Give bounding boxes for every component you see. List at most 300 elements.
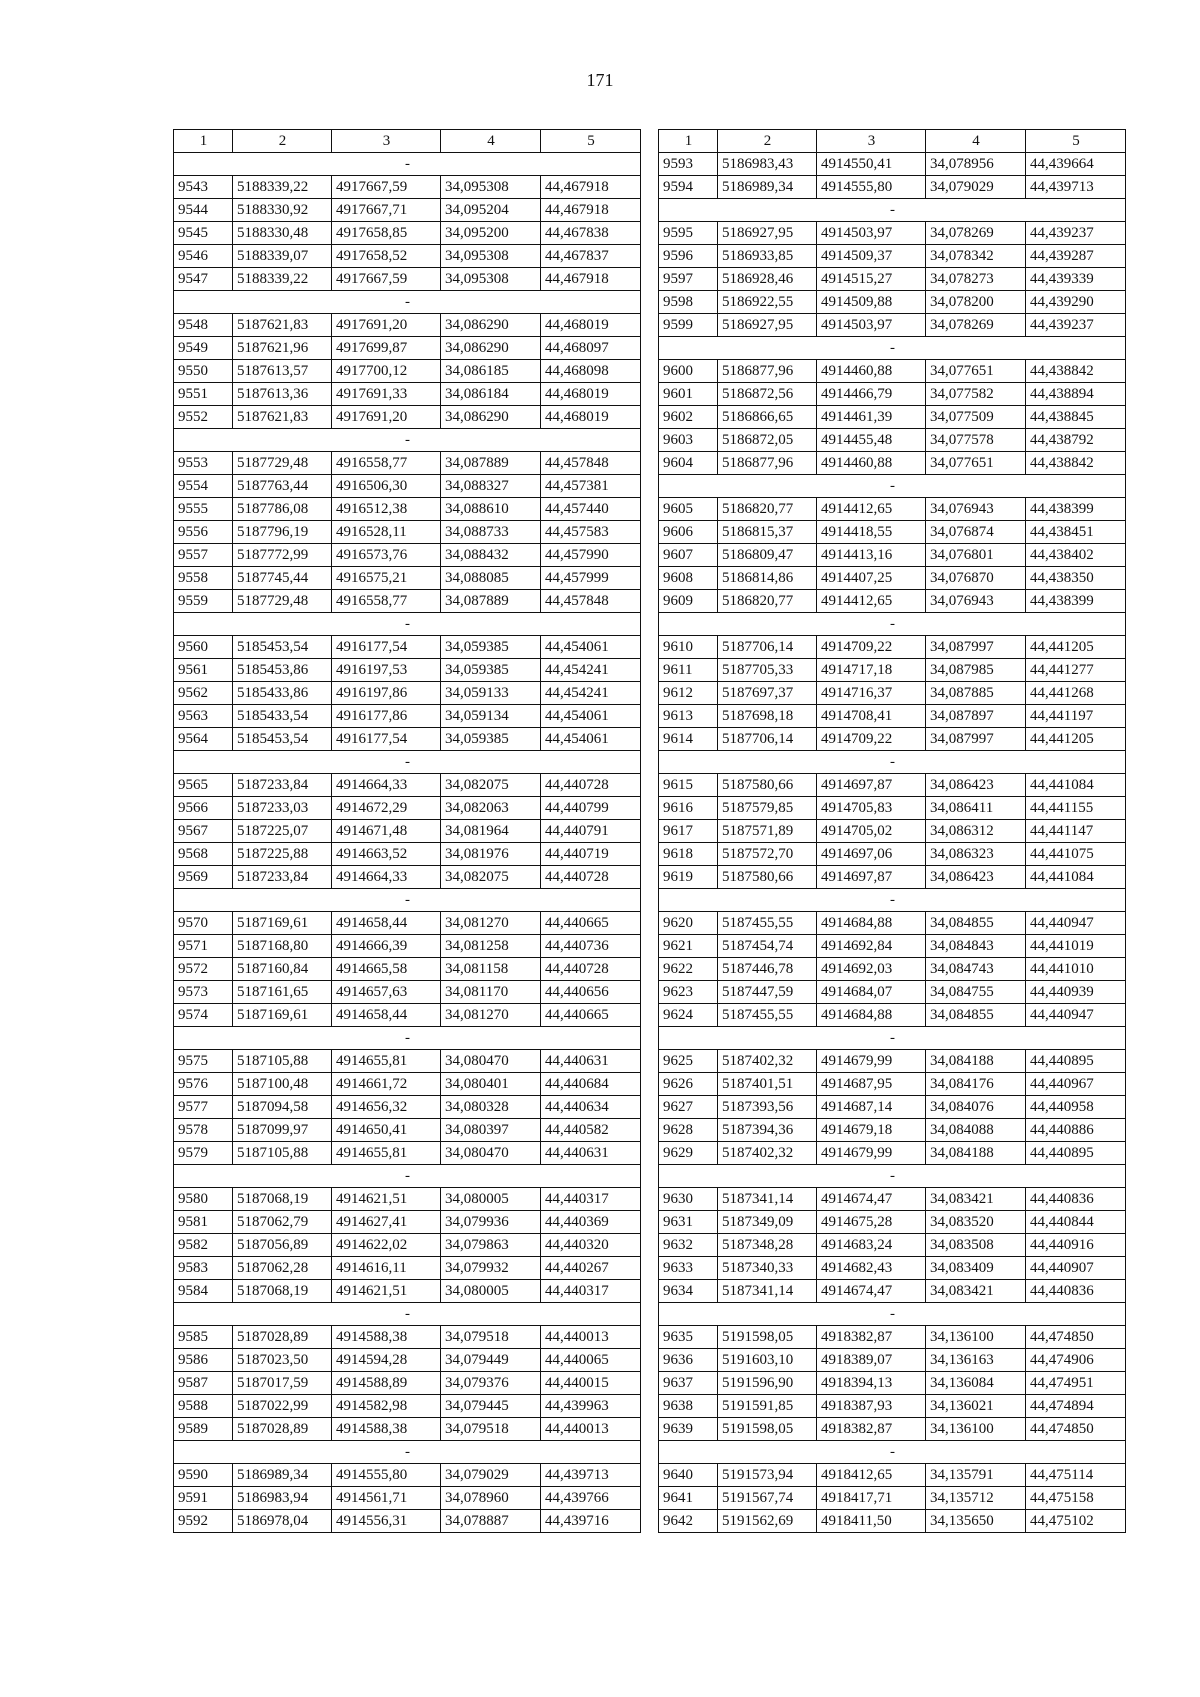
table-cell-col-1: 9592 (174, 1510, 233, 1533)
table-cell-col-2: 5187169,61 (233, 912, 332, 935)
table-row (659, 682, 1126, 705)
table-row (659, 544, 1126, 567)
table-cell-col-1: 9566 (174, 797, 233, 820)
table-cell-col-2: 5186989,34 (233, 1464, 332, 1487)
table-row (174, 590, 641, 613)
table-cell-col-1: 9551 (174, 383, 233, 406)
table-cell-col-4: 34,087997 (926, 728, 1026, 751)
table-row (659, 360, 1126, 383)
table-cell-col-5: 44,440728 (541, 866, 641, 889)
table-cell-col-1: 9632 (659, 1234, 718, 1257)
table-cell-col-1: 9598 (659, 291, 718, 314)
table-row (174, 1510, 641, 1533)
table-cell-col-2: 5187772,99 (233, 544, 332, 567)
separator-cell: - (659, 337, 1126, 360)
table-cell-col-4: 34,080328 (441, 1096, 541, 1119)
table-cell-col-2: 5187698,18 (718, 705, 817, 728)
table-row (174, 1418, 641, 1441)
table-cell-col-3: 4914661,72 (332, 1073, 441, 1096)
table-cell-col-2: 5187621,83 (233, 314, 332, 337)
table-cell-col-4: 34,079376 (441, 1372, 541, 1395)
table-cell-col-3: 4917691,33 (332, 383, 441, 406)
table-cell-col-1: 9605 (659, 498, 718, 521)
table-cell-col-2: 5186815,37 (718, 521, 817, 544)
table-cell-col-3: 4916528,11 (332, 521, 441, 544)
table-body (174, 153, 641, 1533)
separator-cell: - (174, 1027, 641, 1050)
table-cell-col-3: 4914621,51 (332, 1280, 441, 1303)
table-cell-col-3: 4914655,81 (332, 1050, 441, 1073)
table-cell-col-3: 4914697,87 (817, 774, 926, 797)
table-header (659, 130, 1126, 153)
table-cell-col-1: 9637 (659, 1372, 718, 1395)
table-cell-col-1: 9553 (174, 452, 233, 475)
table-cell-col-5: 44,440728 (541, 774, 641, 797)
table-cell-col-2: 5186814,86 (718, 567, 817, 590)
table-cell-col-5: 44,439713 (1026, 176, 1126, 199)
table-cell-col-1: 9619 (659, 866, 718, 889)
table-cell-col-1: 9581 (174, 1211, 233, 1234)
table-cell-col-3: 4914509,88 (817, 291, 926, 314)
table-row (659, 912, 1126, 935)
table-row (659, 1096, 1126, 1119)
table-cell-col-4: 34,136084 (926, 1372, 1026, 1395)
table-cell-col-2: 5187796,19 (233, 521, 332, 544)
separator-row (659, 337, 1126, 360)
table-cell-col-2: 5187023,50 (233, 1349, 332, 1372)
table-cell-col-4: 34,082063 (441, 797, 541, 820)
table-cell-col-5: 44,438350 (1026, 567, 1126, 590)
table-row (174, 958, 641, 981)
table-cell-col-1: 9552 (174, 406, 233, 429)
table-cell-col-5: 44,441268 (1026, 682, 1126, 705)
table-cell-col-5: 44,474850 (1026, 1418, 1126, 1441)
table-cell-col-5: 44,467838 (541, 222, 641, 245)
table-cell-col-4: 34,087997 (926, 636, 1026, 659)
column-header-3: 3 (817, 130, 926, 153)
separator-row (174, 1027, 641, 1050)
table-cell-col-3: 4914697,87 (817, 866, 926, 889)
table-row (174, 682, 641, 705)
table-cell-col-1: 9634 (659, 1280, 718, 1303)
table-cell-col-4: 34,076943 (926, 590, 1026, 613)
table-cell-col-3: 4914582,98 (332, 1395, 441, 1418)
table-cell-col-5: 44,475114 (1026, 1464, 1126, 1487)
table-row (659, 1050, 1126, 1073)
table-cell-col-1: 9593 (659, 153, 718, 176)
table-cell-col-3: 4914679,99 (817, 1050, 926, 1073)
table-cell-col-3: 4914658,44 (332, 1004, 441, 1027)
table-cell-col-1: 9594 (659, 176, 718, 199)
table-cell-col-4: 34,095204 (441, 199, 541, 222)
table-cell-col-1: 9638 (659, 1395, 718, 1418)
column-header-1: 1 (659, 130, 718, 153)
table-cell-col-4: 34,078887 (441, 1510, 541, 1533)
table-cell-col-1: 9609 (659, 590, 718, 613)
table-cell-col-5: 44,440656 (541, 981, 641, 1004)
table-cell-col-3: 4914461,39 (817, 406, 926, 429)
table-row (659, 866, 1126, 889)
table-cell-col-2: 5187446,78 (718, 958, 817, 981)
table-row (659, 1487, 1126, 1510)
table-cell-col-5: 44,438894 (1026, 383, 1126, 406)
table-cell-col-2: 5187763,44 (233, 475, 332, 498)
table-cell-col-1: 9636 (659, 1349, 718, 1372)
table-cell-col-2: 5191598,05 (718, 1326, 817, 1349)
table-cell-col-4: 34,080470 (441, 1050, 541, 1073)
table-cell-col-3: 4914692,03 (817, 958, 926, 981)
table-cell-col-2: 5187022,99 (233, 1395, 332, 1418)
table-cell-col-3: 4914684,88 (817, 912, 926, 935)
table-cell-col-1: 9584 (174, 1280, 233, 1303)
table-row (174, 1119, 641, 1142)
table-cell-col-3: 4916177,54 (332, 636, 441, 659)
table-cell-col-3: 4916197,53 (332, 659, 441, 682)
table-cell-col-3: 4917699,87 (332, 337, 441, 360)
table-cell-col-2: 5187706,14 (718, 636, 817, 659)
separator-row (174, 1441, 641, 1464)
table-cell-col-1: 9572 (174, 958, 233, 981)
table-cell-col-5: 44,438399 (1026, 498, 1126, 521)
table-cell-col-2: 5188339,07 (233, 245, 332, 268)
table-cell-col-2: 5187233,84 (233, 866, 332, 889)
table-row (174, 1073, 641, 1096)
table-cell-col-5: 44,474951 (1026, 1372, 1126, 1395)
table-cell-col-4: 34,088085 (441, 567, 541, 590)
table-row (174, 360, 641, 383)
table-row (659, 1372, 1126, 1395)
table-cell-col-5: 44,457440 (541, 498, 641, 521)
table-cell-col-4: 34,135712 (926, 1487, 1026, 1510)
table-row (174, 1464, 641, 1487)
table-cell-col-1: 9625 (659, 1050, 718, 1073)
table-cell-col-1: 9623 (659, 981, 718, 1004)
table-row (174, 866, 641, 889)
table-cell-col-5: 44,438792 (1026, 429, 1126, 452)
table-cell-col-2: 5187068,19 (233, 1280, 332, 1303)
table-cell-col-4: 34,135791 (926, 1464, 1026, 1487)
table-cell-col-3: 4914466,79 (817, 383, 926, 406)
table-cell-col-4: 34,087889 (441, 590, 541, 613)
separator-cell: - (659, 1165, 1126, 1188)
table-cell-col-5: 44,457381 (541, 475, 641, 498)
table-cell-col-4: 34,087889 (441, 452, 541, 475)
page-number: 171 (586, 70, 614, 90)
table-cell-col-1: 9578 (174, 1119, 233, 1142)
table-cell-col-3: 4914684,88 (817, 1004, 926, 1027)
table-cell-col-1: 9603 (659, 429, 718, 452)
table-row (659, 1234, 1126, 1257)
table-row (174, 521, 641, 544)
table-cell-col-5: 44,440844 (1026, 1211, 1126, 1234)
table-cell-col-5: 44,440684 (541, 1073, 641, 1096)
table-cell-col-2: 5188330,48 (233, 222, 332, 245)
table-cell-col-3: 4914555,80 (332, 1464, 441, 1487)
separator-row (659, 1441, 1126, 1464)
table-cell-col-3: 4917691,20 (332, 406, 441, 429)
table-cell-col-5: 44,441197 (1026, 705, 1126, 728)
table-cell-col-2: 5186877,96 (718, 360, 817, 383)
table-cell-col-1: 9549 (174, 337, 233, 360)
table-cell-col-4: 34,086290 (441, 314, 541, 337)
table-cell-col-3: 4918411,50 (817, 1510, 926, 1533)
table-cell-col-3: 4914412,65 (817, 498, 926, 521)
table-cell-col-3: 4914621,51 (332, 1188, 441, 1211)
table-cell-col-2: 5186927,95 (718, 222, 817, 245)
table-cell-col-1: 9612 (659, 682, 718, 705)
table-cell-col-3: 4914509,37 (817, 245, 926, 268)
table-cell-col-4: 34,079863 (441, 1234, 541, 1257)
table-row (659, 1211, 1126, 1234)
table-row (174, 774, 641, 797)
table-row (659, 176, 1126, 199)
table-row (659, 245, 1126, 268)
table-cell-col-5: 44,441010 (1026, 958, 1126, 981)
table-cell-col-4: 34,087897 (926, 705, 1026, 728)
table-cell-col-4: 34,084188 (926, 1142, 1026, 1165)
table-cell-col-3: 4914622,02 (332, 1234, 441, 1257)
table-cell-col-2: 5187455,55 (718, 912, 817, 935)
table-cell-col-1: 9580 (174, 1188, 233, 1211)
table-cell-col-2: 5187621,96 (233, 337, 332, 360)
table-row (174, 820, 641, 843)
table-cell-col-1: 9589 (174, 1418, 233, 1441)
table-cell-col-3: 4916558,77 (332, 452, 441, 475)
table-cell-col-2: 5187340,33 (718, 1257, 817, 1280)
table-row (174, 567, 641, 590)
table-row (174, 912, 641, 935)
table-cell-col-3: 4914460,88 (817, 452, 926, 475)
table-row (659, 452, 1126, 475)
table-cell-col-2: 5187786,08 (233, 498, 332, 521)
table-cell-col-1: 9633 (659, 1257, 718, 1280)
table-cell-col-3: 4917700,12 (332, 360, 441, 383)
table-cell-col-4: 34,095308 (441, 268, 541, 291)
table-cell-col-4: 34,078960 (441, 1487, 541, 1510)
table-cell-col-1: 9586 (174, 1349, 233, 1372)
table-row (659, 728, 1126, 751)
table-cell-col-4: 34,084855 (926, 1004, 1026, 1027)
table-cell-col-4: 34,087985 (926, 659, 1026, 682)
table-row (174, 705, 641, 728)
table-cell-col-1: 9587 (174, 1372, 233, 1395)
table-cell-col-3: 4918382,87 (817, 1418, 926, 1441)
table-cell-col-4: 34,084088 (926, 1119, 1026, 1142)
table-cell-col-1: 9574 (174, 1004, 233, 1027)
table-row (659, 659, 1126, 682)
table-row (659, 1073, 1126, 1096)
table-cell-col-3: 4914650,41 (332, 1119, 441, 1142)
table-cell-col-1: 9575 (174, 1050, 233, 1073)
separator-cell: - (174, 153, 641, 176)
table-cell-col-2: 5185453,86 (233, 659, 332, 682)
table-cell-col-3: 4914594,28 (332, 1349, 441, 1372)
table-cell-col-2: 5191591,85 (718, 1395, 817, 1418)
table-cell-col-5: 44,440719 (541, 843, 641, 866)
table-cell-col-5: 44,440799 (541, 797, 641, 820)
table-cell-col-3: 4916573,76 (332, 544, 441, 567)
table-row (174, 1096, 641, 1119)
table-cell-col-4: 34,081270 (441, 912, 541, 935)
table-cell-col-4: 34,077651 (926, 452, 1026, 475)
table-cell-col-5: 44,439716 (541, 1510, 641, 1533)
table-cell-col-1: 9595 (659, 222, 718, 245)
table-cell-col-3: 4914555,80 (817, 176, 926, 199)
table-cell-col-3: 4916197,86 (332, 682, 441, 705)
table-cell-col-3: 4914655,81 (332, 1142, 441, 1165)
table-row (659, 1142, 1126, 1165)
separator-row (659, 475, 1126, 498)
table-cell-col-1: 9597 (659, 268, 718, 291)
table-cell-col-1: 9622 (659, 958, 718, 981)
table-cell-col-4: 34,095308 (441, 245, 541, 268)
table-cell-col-4: 34,081964 (441, 820, 541, 843)
separator-row (174, 291, 641, 314)
table-row (659, 705, 1126, 728)
table-row (659, 1188, 1126, 1211)
table-cell-col-3: 4914684,07 (817, 981, 926, 1004)
table-cell-col-5: 44,440958 (1026, 1096, 1126, 1119)
table-cell-col-4: 34,076874 (926, 521, 1026, 544)
table-cell-col-2: 5187613,57 (233, 360, 332, 383)
table-cell-col-4: 34,081258 (441, 935, 541, 958)
table-cell-col-4: 34,080470 (441, 1142, 541, 1165)
table-cell-col-4: 34,081976 (441, 843, 541, 866)
table-row (174, 1257, 641, 1280)
table-row (659, 774, 1126, 797)
table-cell-col-4: 34,086312 (926, 820, 1026, 843)
table-cell-col-4: 34,088432 (441, 544, 541, 567)
table-cell-col-2: 5187348,28 (718, 1234, 817, 1257)
separator-row (659, 1027, 1126, 1050)
table-cell-col-3: 4914627,41 (332, 1211, 441, 1234)
table-cell-col-2: 5186872,56 (718, 383, 817, 406)
table-row (174, 222, 641, 245)
table-cell-col-1: 9559 (174, 590, 233, 613)
table-cell-col-3: 4914683,24 (817, 1234, 926, 1257)
table-cell-col-2: 5187169,61 (233, 1004, 332, 1027)
table-cell-col-1: 9582 (174, 1234, 233, 1257)
table-cell-col-2: 5185453,54 (233, 728, 332, 751)
table-cell-col-5: 44,438402 (1026, 544, 1126, 567)
table-cell-col-5: 44,439664 (1026, 153, 1126, 176)
table-cell-col-5: 44,440015 (541, 1372, 641, 1395)
table-cell-col-1: 9556 (174, 521, 233, 544)
table-cell-col-1: 9560 (174, 636, 233, 659)
separator-row (659, 199, 1126, 222)
table-cell-col-3: 4914664,33 (332, 866, 441, 889)
table-cell-col-1: 9616 (659, 797, 718, 820)
table-cell-col-4: 34,084743 (926, 958, 1026, 981)
table-cell-col-3: 4917667,59 (332, 268, 441, 291)
table-cell-col-2: 5187094,58 (233, 1096, 332, 1119)
table-cell-col-3: 4914692,84 (817, 935, 926, 958)
table-cell-col-4: 34,084076 (926, 1096, 1026, 1119)
table-cell-col-2: 5187393,56 (718, 1096, 817, 1119)
table-cell-col-2: 5187056,89 (233, 1234, 332, 1257)
table-row (174, 245, 641, 268)
separator-row (174, 429, 641, 452)
table-cell-col-5: 44,439237 (1026, 314, 1126, 337)
table-row (174, 797, 641, 820)
table-cell-col-4: 34,079932 (441, 1257, 541, 1280)
table-cell-col-3: 4914515,27 (817, 268, 926, 291)
separator-cell: - (174, 1303, 641, 1326)
table-cell-col-4: 34,059133 (441, 682, 541, 705)
table-cell-col-2: 5187579,85 (718, 797, 817, 820)
table-cell-col-2: 5187341,14 (718, 1188, 817, 1211)
table-cell-col-4: 34,078956 (926, 153, 1026, 176)
table-cell-col-3: 4914664,33 (332, 774, 441, 797)
table-cell-col-5: 44,439713 (541, 1464, 641, 1487)
table-cell-col-4: 34,136021 (926, 1395, 1026, 1418)
table-row (174, 1050, 641, 1073)
table-row (659, 1464, 1126, 1487)
table-cell-col-5: 44,440582 (541, 1119, 641, 1142)
table-cell-col-2: 5188330,92 (233, 199, 332, 222)
table-row (174, 498, 641, 521)
table-cell-col-5: 44,468098 (541, 360, 641, 383)
table-cell-col-3: 4914588,89 (332, 1372, 441, 1395)
table-cell-col-5: 44,457848 (541, 452, 641, 475)
table-cell-col-4: 34,084176 (926, 1073, 1026, 1096)
separator-cell: - (659, 1441, 1126, 1464)
table-cell-col-3: 4914665,58 (332, 958, 441, 981)
table-row (174, 1142, 641, 1165)
table-cell-col-2: 5187161,65 (233, 981, 332, 1004)
table-cell-col-4: 34,136100 (926, 1326, 1026, 1349)
table-row (659, 1326, 1126, 1349)
table-cell-col-2: 5187100,48 (233, 1073, 332, 1096)
table-cell-col-1: 9557 (174, 544, 233, 567)
table-cell-col-3: 4914556,31 (332, 1510, 441, 1533)
table-cell-col-5: 44,440886 (1026, 1119, 1126, 1142)
table-cell-col-4: 34,086290 (441, 406, 541, 429)
header-row (174, 130, 641, 153)
table-cell-col-4: 34,079029 (441, 1464, 541, 1487)
table-cell-col-2: 5187062,28 (233, 1257, 332, 1280)
column-header-5: 5 (541, 130, 641, 153)
table-cell-col-4: 34,080005 (441, 1280, 541, 1303)
table-row (174, 1372, 641, 1395)
table-cell-col-3: 4918387,93 (817, 1395, 926, 1418)
table-cell-col-3: 4914503,97 (817, 314, 926, 337)
table-cell-col-1: 9642 (659, 1510, 718, 1533)
table-cell-col-5: 44,439963 (541, 1395, 641, 1418)
table-cell-col-5: 44,439766 (541, 1487, 641, 1510)
table-cell-col-3: 4916506,30 (332, 475, 441, 498)
table-cell-col-2: 5188339,22 (233, 176, 332, 199)
table-cell-col-2: 5187402,32 (718, 1050, 817, 1073)
table-cell-col-4: 34,079449 (441, 1349, 541, 1372)
table-cell-col-5: 44,440320 (541, 1234, 641, 1257)
table-cell-col-1: 9627 (659, 1096, 718, 1119)
separator-row (659, 1165, 1126, 1188)
table-cell-col-4: 34,084188 (926, 1050, 1026, 1073)
table-cell-col-3: 4914716,37 (817, 682, 926, 705)
table-cell-col-5: 44,440631 (541, 1142, 641, 1165)
column-header-4: 4 (441, 130, 541, 153)
table-row (659, 1395, 1126, 1418)
table-cell-col-2: 5185433,54 (233, 705, 332, 728)
table-cell-col-3: 4916177,86 (332, 705, 441, 728)
table-cell-col-4: 34,081270 (441, 1004, 541, 1027)
table-cell-col-4: 34,076801 (926, 544, 1026, 567)
table-cell-col-5: 44,441205 (1026, 636, 1126, 659)
table-cell-col-5: 44,438842 (1026, 360, 1126, 383)
table-row (174, 843, 641, 866)
table-cell-col-3: 4917667,59 (332, 176, 441, 199)
